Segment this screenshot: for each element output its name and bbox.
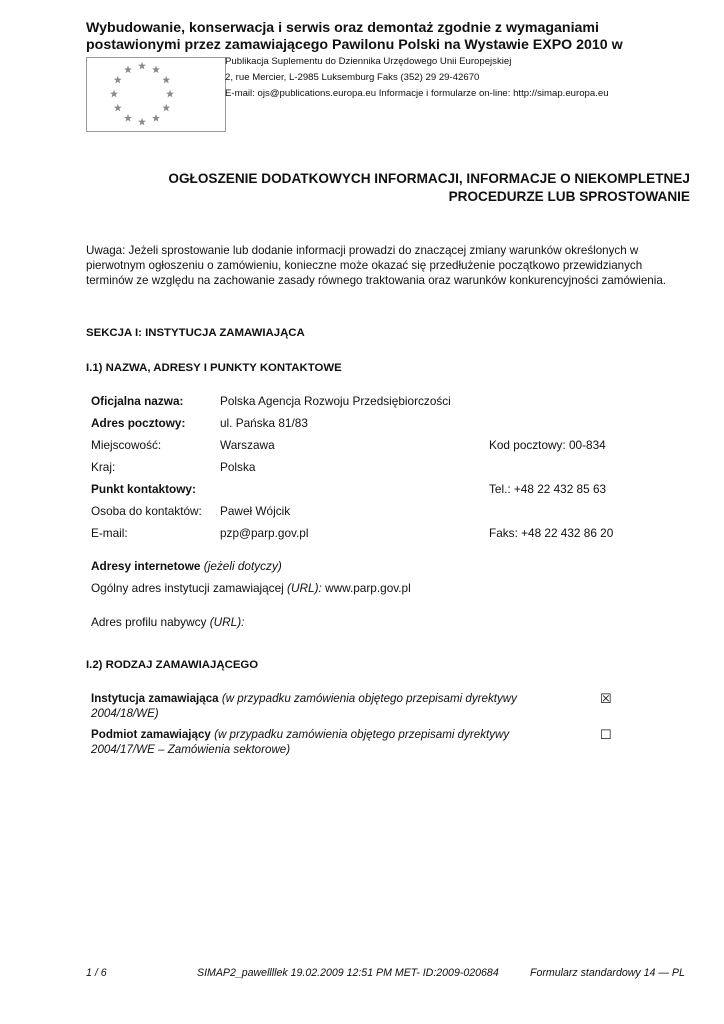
- general-address-label: Ogólny adres instytucji zamawiającej: [91, 581, 284, 595]
- official-name-label: Oficjalna nazwa:: [91, 394, 184, 408]
- eu-star-icon: [166, 90, 174, 98]
- notice-heading-line2: PROCEDURZE LUB SPROSTOWANIE: [448, 189, 690, 204]
- eu-star-icon: [138, 62, 146, 70]
- general-address-value: www.parp.gov.pl: [325, 581, 411, 595]
- postal-address-label: Adres pocztowy:: [91, 416, 186, 430]
- email-label: E-mail:: [91, 526, 128, 540]
- notice-heading: [90, 170, 690, 206]
- official-name-value: Polska Agencja Rozwoju Przedsiębiorczości: [220, 394, 451, 408]
- eu-star-icon: [114, 104, 122, 112]
- city-value: Warszawa: [220, 438, 275, 452]
- option-contracting-entity: [91, 727, 561, 757]
- checkbox-contracting-authority[interactable]: ☒: [600, 691, 612, 706]
- publication-info-line1: Publikacja Suplementu do Dziennika Urzędowego Unii Europejskiej: [225, 56, 512, 67]
- option-contracting-authority: [91, 691, 561, 721]
- eu-star-icon: [110, 90, 118, 98]
- subsection-title-i2: I.2) RODZAJ ZAMAWIAJĄCEGO: [86, 659, 259, 671]
- city-label: Miejscowość:: [91, 438, 162, 452]
- eu-star-icon: [124, 114, 132, 122]
- postal-code-value: Kod pocztowy: 00-834: [489, 438, 606, 452]
- publication-info-line2: 2, rue Mercier, L-2985 Luksemburg Faks (352) 29 29-42670: [225, 72, 480, 83]
- contact-person-value: Paweł Wójcik: [220, 504, 291, 518]
- postal-address-value: ul. Pańska 81/83: [220, 416, 308, 430]
- footer-page-number: 1 / 6: [86, 967, 107, 979]
- country-value: Polska: [220, 460, 256, 474]
- document-title-line2: postawionymi przez zamawiającego Pawilonu Polski na Wystawie EXPO 2010 w: [86, 37, 623, 53]
- footer-form-name: Formularz standardowy 14 — PL: [530, 967, 685, 979]
- phone-value: Tel.: +48 22 432 85 63: [489, 482, 607, 496]
- fax-value: Faks: +48 22 432 86 20: [489, 526, 614, 540]
- contact-person-label: Osoba do kontaktów:: [91, 504, 202, 518]
- contact-point-label: Punkt kontaktowy:: [91, 482, 196, 496]
- eu-star-icon: [152, 114, 160, 122]
- subsection-title-i1: I.1) NAZWA, ADRESY I PUNKTY KONTAKTOWE: [86, 362, 342, 374]
- option-contracting-entity-label: Podmiot zamawiający: [91, 728, 211, 741]
- eu-star-icon: [124, 66, 132, 74]
- option-contracting-authority-note: (w przypadku zamówienia objętego przepisami dyrektywy 2004/18/WE): [91, 692, 517, 720]
- eu-star-icon: [152, 66, 160, 74]
- eu-star-icon: [138, 118, 146, 126]
- option-contracting-entity-note: (w przypadku zamówienia objętego przepisami dyrektywy 2004/17/WE – Zamówienia sektorowe): [91, 728, 510, 756]
- internet-addresses-label: Adresy internetowe: [91, 559, 201, 573]
- eu-logo: [86, 57, 226, 132]
- internet-addresses-heading: [91, 559, 282, 574]
- general-address-line: [91, 581, 411, 596]
- publication-info-line3: E-mail: ojs@publications.europa.eu Informacje i formularze on-line: http://simap.europa.eu: [225, 88, 609, 99]
- eu-stars-icon: [87, 58, 225, 131]
- section-title: SEKCJA I: INSTYTUCJA ZAMAWIAJĄCA: [86, 327, 305, 339]
- eu-star-icon: [162, 104, 170, 112]
- notice-heading-line1: OGŁOSZENIE DODATKOWYCH INFORMACJI, INFORMACJE O NIEKOMPLETNEJ: [168, 171, 690, 186]
- buyer-profile-url-label: (URL):: [209, 615, 245, 629]
- general-address-url-label: (URL):: [287, 581, 322, 595]
- internet-addresses-note: (jeżeli dotyczy): [203, 559, 282, 573]
- checkbox-contracting-entity[interactable]: ☐: [600, 727, 612, 742]
- email-value: pzp@parp.gov.pl: [220, 526, 309, 540]
- correction-note: Uwaga: Jeżeli sprostowanie lub dodanie informacji prowadzi do znaczącej zmiany warunków określonych w pierwotnym ogłoszeniu o zamówieniu, konieczne może okazać się przedłużenie początkowo przewidzianych terminów ze względu na zachowanie zasady równego traktowania oraz warunków konkurencyjności zamówienia.: [86, 244, 666, 287]
- footer-document-id: SIMAP2_pawellllek 19.02.2009 12:51 PM MET- ID:2009-020684: [197, 967, 499, 979]
- document-title: [86, 20, 706, 54]
- document-title-line1: Wybudowanie, konserwacja i serwis oraz demontaż zgodnie z wymaganiami: [86, 20, 599, 36]
- eu-star-icon: [114, 76, 122, 84]
- buyer-profile-label: Adres profilu nabywcy: [91, 615, 207, 629]
- option-contracting-authority-label: Instytucja zamawiająca: [91, 692, 219, 705]
- eu-star-icon: [162, 76, 170, 84]
- buyer-profile-line: [91, 615, 244, 630]
- country-label: Kraj:: [91, 460, 116, 474]
